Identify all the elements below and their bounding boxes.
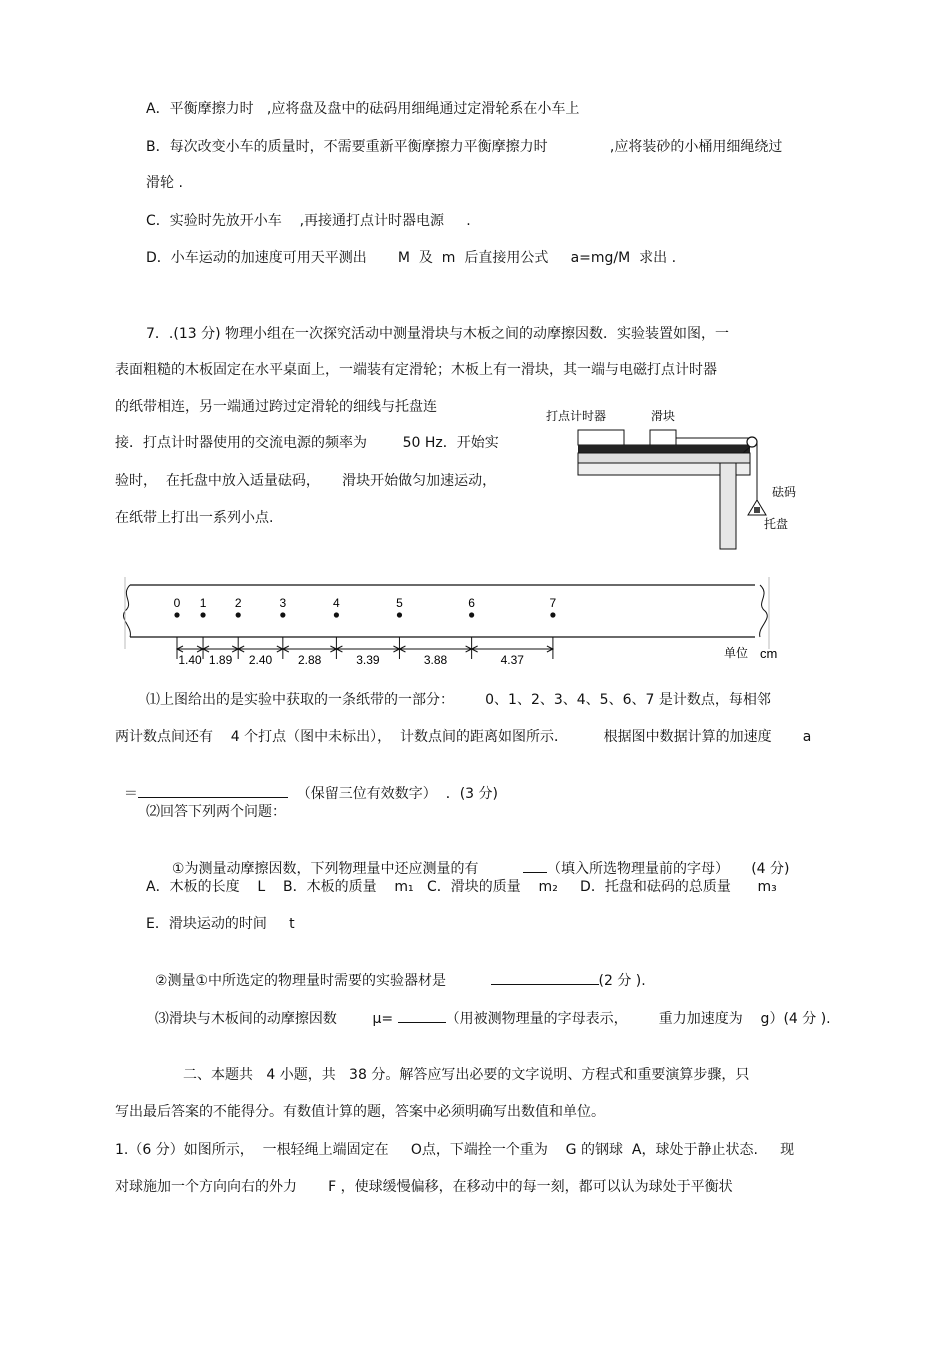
pulley — [747, 437, 757, 447]
sub3-note: （用被测物理量的字母表示， 重力加速度为 g）(4 分 ). — [445, 1011, 831, 1027]
tape-point-label-2: 2 — [234, 596, 242, 610]
tape-point-3 — [280, 612, 285, 617]
sub1-line1: ⑴上图给出的是实验中获取的一条纸带的一部分： 0、1、2、3、4、5、6、7 是计数点，每相邻 — [146, 692, 771, 708]
sub2-2 — [146, 952, 646, 990]
q7-line6: 在纸带上打出一系列小点. — [115, 510, 274, 526]
answer-blank-equipment[interactable] — [491, 970, 599, 985]
problem1-line2: 对球施加一个方向向右的外力 F ，使球缓慢偏移，在移动中的每一刻，都可以认为球处于平衡状 — [115, 1179, 733, 1195]
tape-point-2 — [236, 612, 241, 617]
unit-cm: cm — [760, 646, 778, 661]
tape-gap-label: 1.89 — [208, 653, 233, 667]
tape-gap-label: 2.40 — [248, 653, 273, 667]
tape-point-label-3: 3 — [279, 596, 287, 610]
table-leg — [720, 463, 736, 549]
option-b-line2: 滑轮 . — [146, 175, 183, 191]
answer-blank-mu[interactable] — [398, 1008, 446, 1023]
section2-line2: 写出最后答案的不能得分。有数值计算的题，答案中必须明确写出数值和单位。 — [115, 1104, 605, 1120]
choices-line2: E．滑块运动的时间 t — [146, 916, 295, 932]
sub1-note: （保留三位有效数字） ．(3 分) — [287, 786, 498, 802]
choices-line1: A．木板的长度 L B．木板的质量 m₁ C．滑块的质量 m₂ D．托盘和砝码的总质量 m₃ — [146, 879, 777, 895]
q7-line3: 的纸带相连，另一端通过跨过定滑轮的细线与托盘连 — [115, 399, 437, 415]
tape-gap-label: 3.88 — [423, 653, 448, 667]
q7-line5: 验时， 在托盘中放入适量砝码， 滑块开始做匀加速运动， — [115, 473, 497, 489]
sub2-2-note: (2 分 ). — [598, 973, 646, 989]
label-tray: 托盘 — [764, 517, 789, 531]
tape-point-label-5: 5 — [396, 596, 403, 610]
equals-sign: ＝ — [123, 786, 138, 802]
problem1-line1: 1.（6 分）如图所示， 一根轻绳上端固定在 O点，下端拴一个重为 G 的钢球 A，球处于静止状态. 现 — [115, 1142, 795, 1158]
timer-box — [578, 430, 624, 445]
q7-line4: 接．打点计时器使用的交流电源的频率为 50 Hz．开始实 — [115, 435, 499, 451]
tape-point-label-4: 4 — [333, 596, 340, 610]
sub2-1-text: ①为测量动摩擦因数，下列物理量中还应测量的有 — [171, 861, 523, 877]
tape-point-1 — [200, 612, 205, 617]
table-top — [578, 453, 750, 463]
sub2-heading: ⑵回答下列两个问题： — [146, 804, 286, 820]
tape-gap-label: 2.88 — [297, 653, 322, 667]
sub2-1-note: （填入所选物理量前的字母） (4 分) — [546, 861, 790, 877]
sub1-line3 — [115, 765, 498, 803]
tape-point-4 — [334, 612, 339, 617]
label-weights: 砝码 — [772, 485, 797, 499]
tape-point-label-1: 1 — [199, 596, 207, 610]
sub2-2-text: ②测量①中所选定的物理量时需要的实验器材是 — [154, 973, 491, 989]
tape-gap-label: 3.39 — [356, 653, 380, 667]
section2-line1: 二、本题共 4 小题，共 38 分。解答应写出必要的文字说明、方程式和重要演算步骤，只 — [183, 1067, 750, 1083]
board — [578, 445, 750, 453]
sub1-line2: 两计数点间还有 4 个打点（图中未标出）， 计数点间的距离如图所示． 根据图中数据计算的加速度 a — [115, 729, 812, 745]
paper-tape-figure — [115, 575, 795, 675]
tape-point-6 — [469, 612, 474, 617]
answer-blank-acceleration[interactable] — [138, 783, 288, 798]
q7-line1: 7．.(13 分) 物理小组在一次探究活动中测量滑块与木板之间的动摩擦因数．实验装置如图，一 — [146, 326, 729, 342]
q7-line2: 表面粗糙的木板固定在水平桌面上，一端装有定滑轮；木板上有一滑块，其一端与电磁打点计时器 — [115, 362, 717, 378]
tape-point-0 — [174, 612, 179, 617]
option-d: D．小车运动的加速度可用天平测出 M 及 m 后直接用公式 a=mg/M 求出 . — [146, 250, 677, 266]
slider-block — [650, 430, 676, 445]
answer-blank-quantities[interactable] — [523, 858, 547, 873]
option-a: A．平衡摩擦力时 ,应将盘及盘中的砝码用细绳通过定滑轮系在小车上 — [146, 101, 580, 117]
option-c: C．实验时先放开小车 ,再接通打点计时器电源 . — [146, 213, 471, 229]
tape-point-label-6: 6 — [468, 596, 475, 610]
option-b-line1: B．每次改变小车的质量时，不需要重新平衡摩擦力平衡摩擦力时 ,应将装砂的小桶用细绳绕过 — [146, 139, 783, 155]
sub3-text: ⑶滑块与木板间的动摩擦因数 μ= — [154, 1011, 398, 1027]
tape-point-label-7: 7 — [549, 596, 557, 610]
tape-point-7 — [550, 612, 555, 617]
sub3 — [146, 990, 831, 1028]
apparatus-diagram — [540, 400, 820, 560]
tape-gap-label: 4.37 — [500, 653, 524, 667]
tape-point-label-0: 0 — [173, 596, 181, 610]
tape-point-5 — [397, 612, 402, 617]
weights-block — [754, 507, 760, 513]
label-slider: 滑块 — [651, 409, 676, 423]
label-timer: 打点计时器 — [546, 409, 607, 423]
unit-label: 单位 — [724, 646, 749, 660]
tape-gap-label: 1.40 — [178, 653, 202, 667]
sub2-1 — [163, 840, 790, 878]
